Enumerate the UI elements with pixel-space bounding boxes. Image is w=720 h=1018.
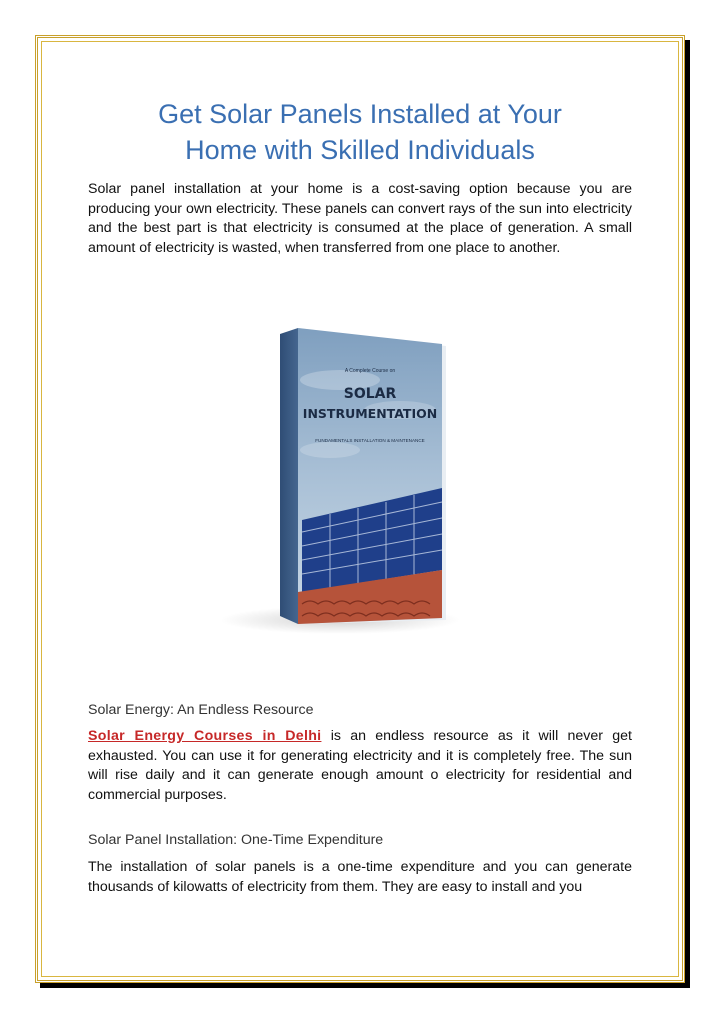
section1-body: is an endless resource as it will never get exhausted. You can use it for generating electricity and it is completely free. The sun will rise daily and it can generate enough amount o electricity for residential and commercial purposes.: [88, 728, 632, 803]
section2-heading: Solar Panel Installation: One-Time Expenditure: [88, 832, 384, 848]
section2-paragraph: The installation of solar panels is a one-time expenditure and you can generate thousands of kilowatts of electricity from them. They are easy to install and you: [88, 859, 632, 895]
book-cover-image: [220, 320, 480, 640]
solar-courses-link[interactable]: Solar Energy Courses in Delhi: [88, 728, 322, 744]
intro-paragraph: Solar panel installation at your home is a cost-saving option because you are producing your own electricity. These panels can convert rays of the sun into electricity and the best part is that electricity is consumed at the place of generation. A small amount of electricity is wasted, when transferred from one place to another.: [88, 181, 632, 256]
title-line-1: Get Solar Panels Installed at Your: [158, 99, 562, 129]
book-subtitle: FUNDAMENTALS INSTALLATION & MAINTENANCE: [315, 438, 425, 443]
page-title: [0, 96, 720, 168]
book-title-line-1: SOLAR: [343, 386, 397, 402]
book-title-line-2: INSTRUMENTATION: [302, 406, 438, 421]
section1-heading: Solar Energy: An Endless Resource: [88, 702, 314, 718]
section1-paragraph: [88, 727, 632, 805]
book-small-text: A Complete Course on: [344, 368, 396, 374]
title-line-2: Home with Skilled Individuals: [185, 135, 535, 165]
